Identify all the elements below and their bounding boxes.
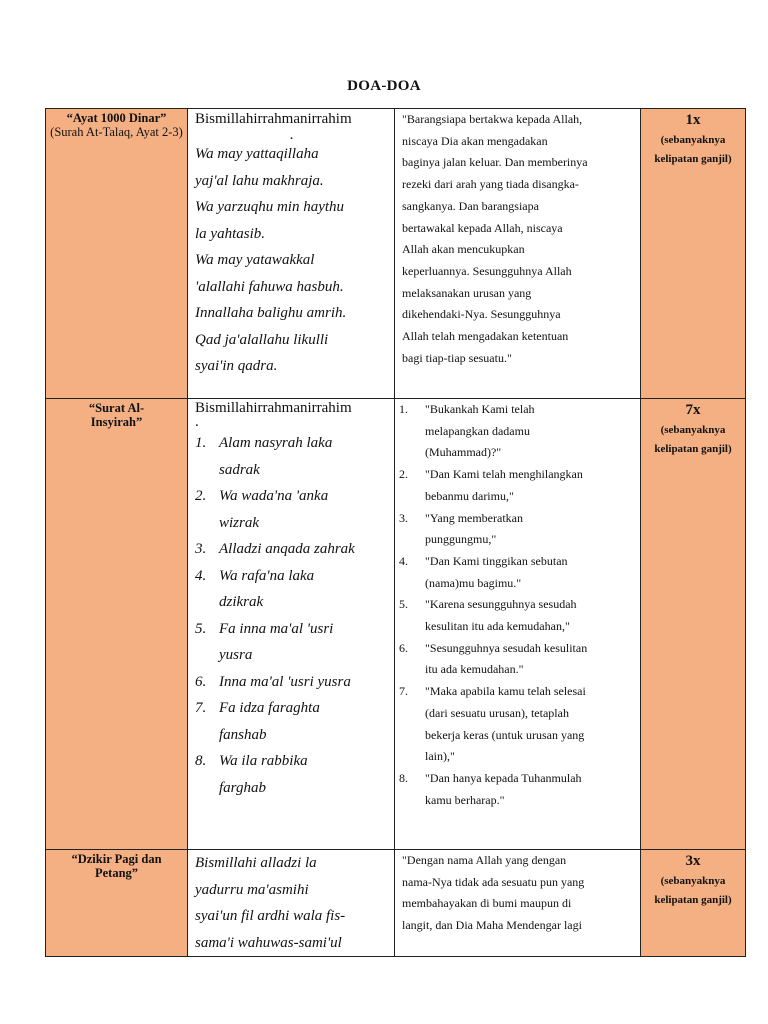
verse-line: farghab: [219, 779, 266, 796]
list-item: [195, 430, 388, 483]
translation-text: [425, 508, 633, 551]
translation-text: [425, 399, 633, 464]
verse-number: 4.: [195, 567, 207, 584]
verse-text: [219, 748, 388, 801]
verse-text: [219, 695, 388, 748]
repeat-note: (sebanyaknya kelipatan ganjil): [654, 134, 732, 165]
translation-line: baginya jalan keluar. Dan memberinya: [402, 155, 588, 170]
verse-line: Wa rafa'na laka: [219, 567, 315, 584]
doa-table: [45, 108, 746, 957]
count-cell: [641, 399, 746, 850]
translation-number: 5.: [399, 597, 408, 612]
verse-line: yusra: [219, 647, 253, 663]
repeat-note: (sebanyaknya kelipatan ganjil): [654, 875, 732, 906]
translation-line: Allah telah mengadakan ketentuan: [402, 329, 569, 344]
doa-name: “Dzikir Pagi dan Petang”: [71, 852, 162, 880]
arabic-line: sama'i wahuwas-sami'ul: [195, 934, 342, 951]
translation-number: 2.: [399, 467, 408, 482]
translation-cell: [395, 399, 641, 850]
table-row: [46, 109, 746, 399]
translation-line: "Dan Kami tinggikan sebutan: [425, 553, 568, 568]
translation-number: 6.: [399, 640, 408, 655]
verse-line: dzikrak: [219, 594, 264, 610]
translation-line: melaksanakan urusan yang: [402, 285, 532, 300]
translation-line: (dari sesuatu urusan), tetaplah: [425, 705, 569, 720]
translation-line: langit, dan Dia Maha Mendengar lagi: [402, 918, 582, 933]
verse-number: 8.: [195, 753, 207, 769]
list-item: [395, 508, 633, 551]
list-item: [195, 695, 388, 748]
translation-line: "Sesungguhnya sesudah kesulitan: [425, 640, 588, 655]
verse-line: Wa wada'na 'anka: [219, 488, 329, 504]
translation-number: 4.: [399, 553, 408, 568]
verse-text: [219, 483, 388, 536]
translation-line: bekerja keras (untuk urusan yang: [425, 727, 585, 742]
list-item: [395, 681, 633, 768]
doa-name-cell: [46, 850, 188, 957]
translation-text: [425, 768, 633, 811]
translation-line: niscaya Dia akan mengadakan: [402, 133, 548, 148]
arabic-line: Wa yarzuqhu min haythu: [195, 199, 345, 215]
bismillah-text: Bismillahirrahmanirrahim: [195, 111, 352, 127]
translation-line: "Dengan nama Allah yang dengan: [402, 853, 567, 867]
translation-line: "Dan hanya kepada Tuhanmulah: [425, 770, 582, 785]
verse-number: 6.: [195, 673, 207, 690]
repeat-note: (sebanyaknya kelipatan ganjil): [654, 424, 732, 455]
verse-text: [219, 430, 388, 483]
verse-line: Fa idza faraghta: [219, 700, 320, 716]
verse-text: [219, 563, 388, 616]
repeat-count: 3x: [685, 853, 701, 869]
translation-text: [425, 551, 633, 594]
verse-line: Alam nasyrah laka: [219, 435, 333, 451]
list-item: [195, 536, 388, 563]
repeat-count: 7x: [685, 402, 701, 418]
list-item: [395, 399, 633, 464]
arabic-line: yadurru ma'asmihi: [195, 881, 309, 898]
verse-number: 7.: [195, 700, 207, 716]
translation-line: dikehendaki-Nya. Sesungguhnya: [402, 307, 561, 322]
arabic-dot: .: [289, 127, 294, 143]
arabic-line: yaj'al lahu makhraja.: [195, 172, 324, 189]
arabic-dot: .: [195, 414, 199, 430]
repeat-count: 1x: [685, 112, 701, 128]
arabic-cell: [188, 399, 395, 850]
page-title: DOA-DOA: [347, 78, 421, 94]
arabic-line: syai'in qadra.: [195, 358, 278, 374]
translation-cell: [395, 109, 641, 399]
arabic-line: Bismillahi alladzi la: [195, 855, 317, 871]
arabic-line: Wa may yattaqillaha: [195, 146, 319, 162]
translation-line: bertawakal kepada Allah, niscaya: [402, 220, 563, 235]
list-item: [195, 483, 388, 536]
translation-line: kesulitan itu ada kemudahan,": [425, 619, 570, 634]
translation-line: (nama)mu bagimu.": [425, 575, 522, 590]
translation-line: "Maka apabila kamu telah selesai: [425, 684, 586, 699]
doa-source: (Surah At-Talaq, Ayat 2-3): [50, 125, 183, 139]
translation-line: nama-Nya tidak ada sesuatu pun yang: [402, 874, 585, 889]
translation-text: [425, 681, 633, 768]
verse-number: 2.: [195, 488, 207, 504]
translation-line: bagi tiap-tiap sesuatu.": [402, 350, 512, 365]
arabic-line: syai'un fil ardhi wala fis-: [195, 908, 346, 924]
arabic-line: la yahtasib.: [195, 225, 265, 242]
verse-number: 3.: [195, 541, 207, 557]
arabic-line: Wa may yatawakkal: [195, 252, 315, 268]
translation-line: (Muhammad)?": [425, 445, 502, 460]
table-row: [46, 850, 746, 957]
translation-line: bebanmu darimu,": [425, 488, 514, 503]
verse-line: Fa inna ma'al 'usri: [219, 620, 334, 637]
list-item: [395, 768, 633, 811]
verse-line: fanshab: [219, 726, 267, 743]
doa-name: “Surat Al-Insyirah”: [88, 401, 145, 429]
list-item: [395, 464, 633, 507]
table-row: [46, 399, 746, 850]
translation-text: [425, 464, 633, 507]
list-item: [195, 748, 388, 801]
translation-line: rezeki dari arah yang tiada disangka-: [402, 177, 579, 192]
translation-line: melapangkan dadamu: [425, 423, 530, 438]
list-item: [395, 594, 633, 637]
translation-number: 8.: [399, 770, 408, 785]
verse-line: Alladzi anqada zahrak: [219, 541, 355, 557]
bismillah-text: Bismillahirrahmanirrahim: [195, 400, 352, 416]
translation-text: [425, 594, 633, 637]
doa-name: “Ayat 1000 Dinar”: [66, 111, 167, 125]
translation-line: "Bukankah Kami telah: [425, 402, 535, 416]
translation-line: kamu berharap.": [425, 792, 505, 807]
list-item: [195, 616, 388, 669]
translation-number: 1.: [399, 402, 408, 416]
list-item: [195, 563, 388, 616]
arabic-line: Qad ja'alallahu likulli: [195, 331, 329, 348]
translation-line: lain),": [425, 749, 455, 764]
verse-text: [219, 536, 388, 563]
verse-number: 5.: [195, 620, 207, 637]
doa-name-cell: [46, 399, 188, 850]
doa-name-cell: [46, 109, 188, 399]
verse-text: [219, 669, 388, 696]
arabic-line: 'alallahi fahuwa hasbuh.: [195, 278, 344, 295]
translation-line: keperluannya. Sesungguhnya Allah: [402, 263, 572, 278]
arabic-cell: [188, 850, 395, 957]
translation-line: punggungmu,": [425, 532, 497, 547]
verse-line: Inna ma'al 'usri yusra: [219, 673, 351, 690]
translation-cell: [395, 850, 641, 957]
list-item: [195, 669, 388, 696]
translation-line: membahayakan di bumi maupun di: [402, 896, 572, 911]
arabic-line: Innallaha balighu amrih.: [195, 305, 347, 321]
translation-line: "Dan Kami telah menghilangkan: [425, 467, 583, 482]
verse-line: sadrak: [219, 461, 260, 478]
verse-line: Wa ila rabbika: [219, 753, 308, 769]
count-cell: [641, 850, 746, 957]
translation-line: sangkanya. Dan barangsiapa: [402, 198, 539, 213]
list-item: [395, 638, 633, 681]
translation-line: Allah akan mencukupkan: [402, 242, 525, 257]
verse-text: [219, 616, 388, 669]
translation-line: itu ada kemudahan.": [425, 662, 524, 677]
translation-number: 3.: [399, 510, 408, 525]
translation-text: [425, 638, 633, 681]
verse-line: wizrak: [219, 514, 260, 531]
translation-line: "Yang memberatkan: [425, 510, 523, 525]
translation-number: 7.: [399, 684, 408, 699]
arabic-cell: [188, 109, 395, 399]
list-item: [395, 551, 633, 594]
count-cell: [641, 109, 746, 399]
translation-line: "Barangsiapa bertakwa kepada Allah,: [402, 112, 583, 126]
verse-number: 1.: [195, 435, 207, 451]
translation-line: "Karena sesungguhnya sesudah: [425, 597, 577, 612]
